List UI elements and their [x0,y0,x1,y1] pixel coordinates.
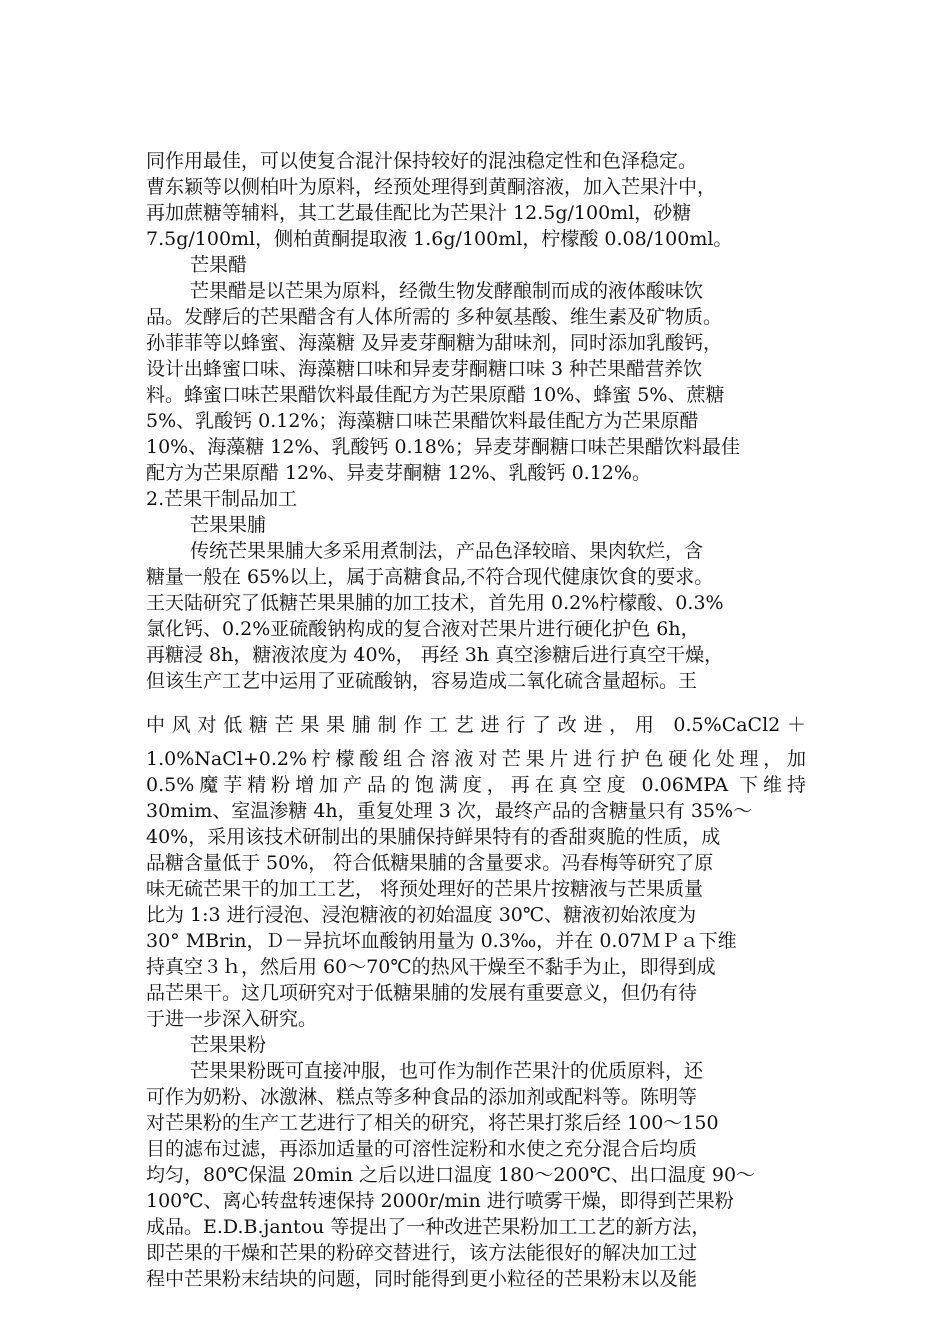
text-line: 芒果果粉既可直接冲服，也可作为制作芒果汁的优质原料，还 [190,1060,704,1082]
text-line: 10%、海藻糖 12%、乳酸钙 0.18%；异麦芽酮糖口味芒果醋饮料最佳 [146,436,740,458]
text-line: 配方为芒果原醋 12%、异麦芽酮糖 12%、乳酸钙 0.12%。 [146,462,651,484]
text-line: 再糖浸 8h，糖液浓度为 40%， 再经 3h 真空渗糖后进行真空干燥， [146,644,724,666]
text-line: 同作用最佳，可以使复合混汁保持较好的混浊稳定性和色泽稳定。 [146,150,698,172]
text-line: 目的滤布过滤，再添加适量的可溶性淀粉和水使之充分混合后均质 [146,1138,698,1160]
text-line: 孙菲菲等以蜂蜜、海藻糖 及异麦芽酮糖为甜味剂，同时添加乳酸钙， [146,332,723,354]
text-line: 于进一步深入研究。 [146,1008,318,1030]
text-line: 中风对低糖芒果果脯制作工艺进行了改进，用 0.5%CaCl2＋ [146,714,806,736]
text-line: 即芒果的干燥和芒果的粉碎交替进行，该方法能很好的解决加工过 [146,1242,698,1264]
text-line: 糖量一般在 65%以上，属于高糖食品,不符合现代健康饮食的要求。 [146,566,714,588]
section-heading: 芒果醋 [190,254,248,276]
text-line: 芒果醋是以芒果为原料，经微生物发酵酿制而成的液体酸味饮 [190,280,704,302]
text-line: 王天陆研究了低糖芒果果脯的加工技术，首先用 0.2%柠檬酸、0.3% [146,592,724,614]
text-line: 曹东颖等以侧柏叶为原料，经预处理得到黄酮溶液，加入芒果汁中， [146,176,717,198]
text-line: 再加蔗糖等辅料，其工艺最佳配比为芒果汁 12.5g/100ml，砂糖 [146,202,692,224]
text-line: 7.5g/100ml，侧柏黄酮提取液 1.6g/100ml，柠檬酸 0.08/100ml。 [146,228,733,250]
text-line: 味无硫芒果干的加工工艺， 将预处理好的芒果片按糖液与芒果质量 [146,878,704,900]
text-line: 5%、乳酸钙 0.12%；海藻糖口味芒果醋饮料最佳配方为芒果原醋 [146,410,699,432]
text-line: 可作为奶粉、冰激淋、糕点等多种食品的添加剂或配料等。陈明等 [146,1086,698,1108]
section-heading: 芒果果粉 [190,1034,267,1056]
text-line: 品糖含量低于 50%， 符合低糖果脯的含量要求。冯春梅等研究了原 [146,852,714,874]
text-line: 1.0%NaCl+0.2%柠檬酸组合溶液对芒果片进行护色硬化处理，加 [146,748,806,770]
chapter-heading: 2.芒果干制品加工 [146,488,298,510]
text-line: 比为 1:3 进行浸泡、浸泡糖液的初始温度 30℃、糖液初始浓度为 [146,904,697,926]
text-line: 0.5%魔芋精粉增加产品的饱满度，再在真空度 0.06MPA 下维持 [146,774,806,796]
text-line: 30mim、室温渗糖 4h，重复处理 3 次，最终产品的含糖量只有 35%～ [146,800,753,822]
text-line: 氯化钙、0.2%亚硫酸钠构成的复合液对芒果片进行硬化护色 6h， [146,618,700,640]
text-line: 持真空３ｈ，然后用 60～70℃的热风干燥至不黏手为止，即得到成 [146,956,716,978]
text-line: 品芒果干。这几项研究对于低糖果脯的发展有重要意义，但仍有待 [146,982,698,1004]
text-line: 但该生产工艺中运用了亚硫酸钠，容易造成二氧化硫含量超标。王 [146,670,698,692]
text-line: 100℃、离心转盘转速保持 2000r/min 进行喷雾干燥，即得到芒果粉 [146,1190,734,1212]
text-line: 30° MBrin，Ｄ－异抗坏血酸钠用量为 0.3‰，并在 0.07ＭＰａ下维 [146,930,737,952]
text-line: 料。蜂蜜口味芒果醋饮料最佳配方为芒果原醋 10%、蜂蜜 5%、蔗糖 [146,384,725,406]
text-line: 成品。E.D.B.jantou 等提出了一种改进芒果粉加工工艺的新方法， [146,1216,711,1238]
text-line: 传统芒果果脯大多采用煮制法，产品色泽较暗、果肉软烂，含 [190,540,704,562]
text-line: 40%，采用该技术研制出的果脯保持鲜果特有的香甜爽脆的性质，成 [146,826,721,848]
text-line: 均匀，80℃保温 20min 之后以进口温度 180～200℃、出口温度 90～ [146,1164,756,1186]
text-line: 程中芒果粉末结块的问题，同时能得到更小粒径的芒果粉末以及能 [146,1268,698,1290]
text-line: 设计出蜂蜜口味、海藻糖口味和异麦芽酮糖口味 3 种芒果醋营养饮 [146,358,703,380]
section-heading: 芒果果脯 [190,514,267,536]
text-line: 品。发酵后的芒果醋含有人体所需的 多种氨基酸、维生素及矿物质。 [146,306,723,328]
text-line: 对芒果粉的生产工艺进行了相关的研究，将芒果打浆后经 100～150 [146,1112,719,1134]
